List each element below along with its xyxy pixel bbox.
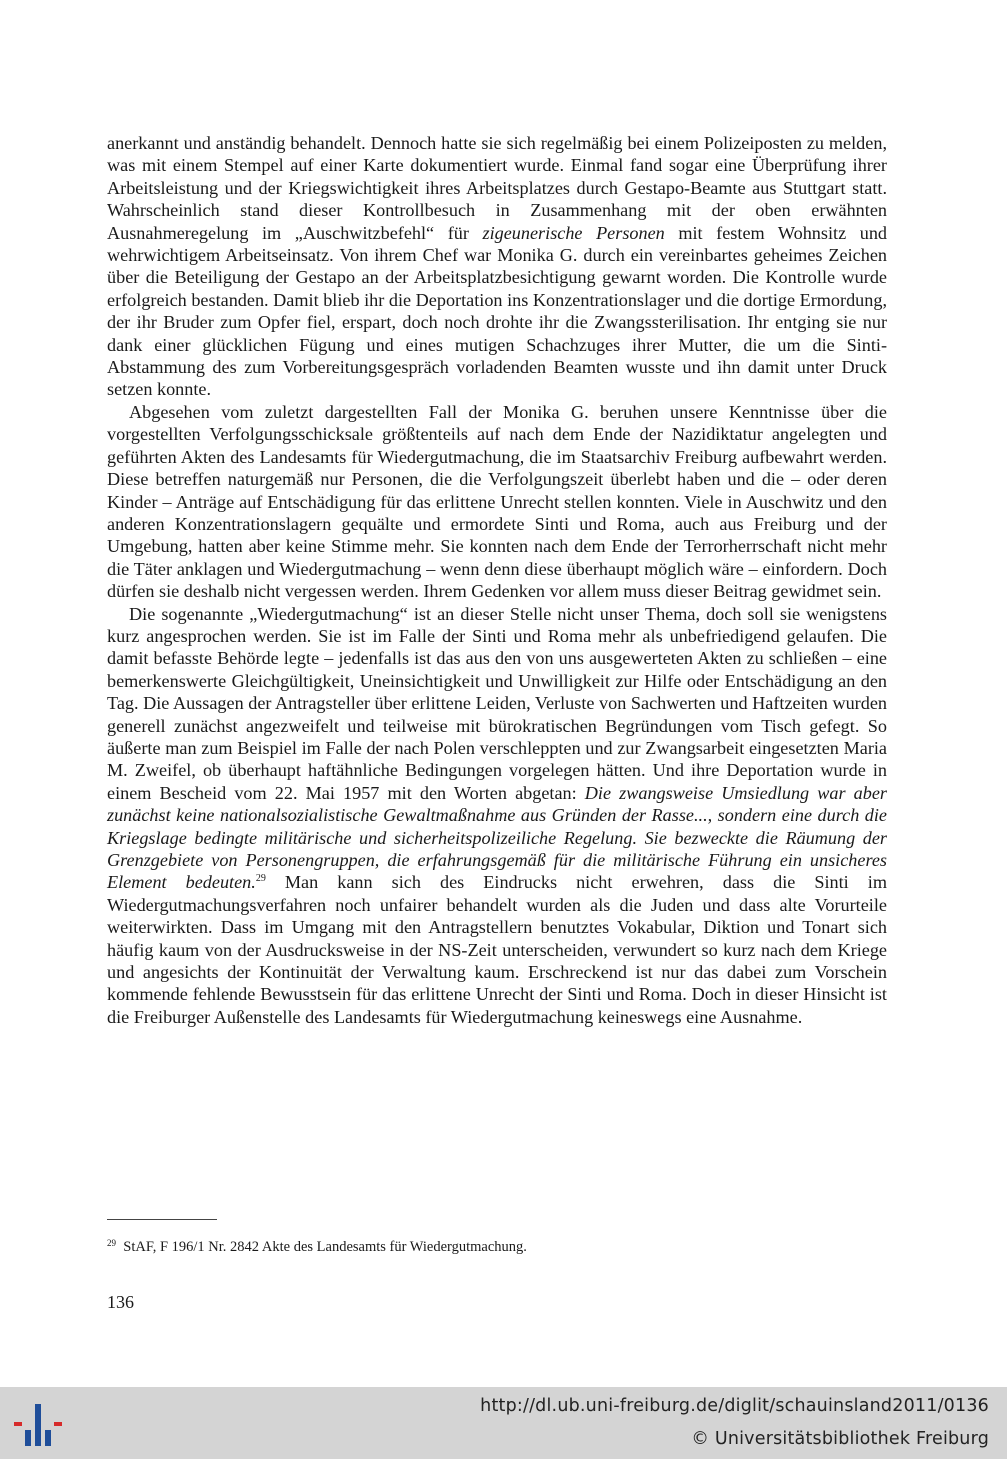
text-run: Die sogenannte „Wiedergutmachung“ ist an dieser Stelle nicht unser Thema, doch soll sie wenigstens kurz angesprochen werden. Sie ist im Falle der Sinti und Roma mehr als unbefriedigend gelaufen. Die damit befasste Behörde legte – jedenfalls ist das aus den von uns ausgewerteten Akten zu schließen – eine bemerkenswerte Gleichgültigkeit, Uneinsichtigkeit und Unwilligkeit zur Hilfe oder Entschädigung an den Tag. Die Aussagen der Antragsteller über erlittene Leiden, Verluste von Sachwerten und Haftzeiten wurden generell zunächst angezweifelt und teilweise mit bürokratischen Begründungen vom Tisch gefegt. So äußerte man zum Beispiel im Falle der nach Polen verschleppten und zur Zwangsarbeit eingesetzten Maria M. Zweifel, ob überhaupt haftähnliche Bedingungen vorgelegen hätten. Und ihre Deportation wurde in einem Bescheid vom 22. Mai 1957 mit den Worten abgetan: — [107, 603, 887, 803]
footer-bar — [0, 1387, 1007, 1459]
copyright-notice: © Universitätsbibliothek Freiburg — [691, 1429, 989, 1449]
italic-text-run: zigeunerische Personen — [482, 222, 665, 243]
ub-freiburg-logo-icon[interactable] — [14, 1404, 62, 1446]
footnote-reference[interactable]: 29 — [255, 873, 266, 885]
page-number: 136 — [107, 1292, 134, 1312]
text-run: anerkannt und anständig behandelt. Dennoch hatte sie sich regelmäßig bei einem Polizeiposten zu melden, was mit einem Stempel auf einer Karte dokumentiert wurde. Einmal fand sogar eine Überprüfung ihrer Arbeitsleistung und der Kriegswichtigkeit ihres Arbeitsplatzes durch Gestapo-Beamte aus Stuttgart statt. Wahrscheinlich stand dieser Kontrollbesuch in Zusammenhang mit der oben erwähnten Ausnahmeregelung im „Auschwitzbefehl“ für — [107, 133, 887, 243]
source-url-link[interactable]: http://dl.ub.uni-freiburg.de/diglit/schauinsland2011/0136 — [480, 1396, 989, 1416]
footnote-text: StAF, F 196/1 Nr. 2842 Akte des Landesamts für Wiedergutmachung. — [123, 1239, 527, 1255]
paragraph — [107, 132, 887, 401]
body-text — [107, 132, 887, 1028]
footnote-divider — [107, 1219, 217, 1220]
paragraph — [107, 401, 887, 603]
text-run: Man kann sich des Eindrucks nicht erwehren, dass die Sinti im Wiedergutmachungsverfahren noch unfairer behandelt wurden als die Juden und dass alte Vorurteile weiterwirkten. Dass im Umgang mit den Antragstellern benutztes Vokabular, Diktion und Tonart sich häufig kaum von der Ausdrucksweise in der NS-Zeit unterscheiden, verwundert so kurz nach dem Kriege und angesichts der Kontinuität der Verwaltung kaum. Erschreckend ist nur das dabei zum Vorschein kommende fehlende Bewusstsein für das erlittene Unrecht der Sinti und Roma. Doch in dieser Hinsicht ist die Freiburger Außenstelle des Landesamts für Wiedergutmachung keineswegs eine Ausnahme. — [107, 872, 887, 1027]
text-run: mit festem Wohnsitz und wehrwichtigem Arbeitseinsatz. Von ihrem Chef war Monika G. durch ein vereinbartes geheimes Zeichen über die Beteiligung der Gestapo an der Arbeitsplatzbesichtigung gewarnt worden. Die Kontrolle wurde erfolgreich bestanden. Damit blieb ihr die Deportation ins Konzentrationslager und die dortige Ermordung, der ihr Bruder zum Opfer fiel, erspart, doch noch drohte ihr die Zwangssterilisation. Ihr entging sie nur dank einer glücklichen Fügung und eines mutigen Schachzuges ihrer Mutter, die um die Sinti-Abstammung des zum Vorbereitungsgespräch vorladenden Beamten wusste und ihn damit unter Druck setzen konnte. — [107, 222, 888, 400]
text-run: Abgesehen vom zuletzt dargestellten Fall der Monika G. beruhen unsere Kenntnisse über die vorgestellten Verfolgungsschicksale größtenteils auf nach dem Ende der Nazidiktatur angelegten und geführten Akten des Landesamts für Wiedergutmachung, die im Staatsarchiv Freiburg aufbewahrt werden. Diese betreffen naturgemäß nur Personen, die die Verfolgungszeit überlebt haben und die – oder deren Kinder – Anträge auf Entschädigung für das erlittene Unrecht stellen konnten. Viele in Auschwitz und den anderen Konzentrationslagern gequälte und ermordete Sinti und Roma, auch aus Freiburg und der Umgebung, hatten aber keine Stimme mehr. Sie konnten nach dem Ende der Terrorherrschaft nicht mehr die Täter anklagen und Wiedergutmachung – wenn denn diese überhaupt möglich wäre – einfordern. Doch dürfen sie deshalb nicht vergessen werden. Ihrem Gedenken vor allem muss dieser Beitrag gewidmet sein. — [107, 401, 887, 602]
footnote — [107, 1238, 887, 1256]
italic-quote: Die zwangsweise Umsiedlung war aber zunächst keine nationalsozialistische Gewaltmaßnahme aus Gründen der Rasse..., sondern eine durch die Kriegslage bedingte militärische und sicherheitspolizeiliche Regelung. Sie bezweckte die Räumung der Grenzgebiete von Personengruppen, die erfahrungsgemäß für die militärische Führung ein unsicheres Element bedeuten. — [107, 782, 888, 893]
paragraph — [107, 603, 887, 1029]
footnote-number: 29 — [107, 1238, 116, 1248]
